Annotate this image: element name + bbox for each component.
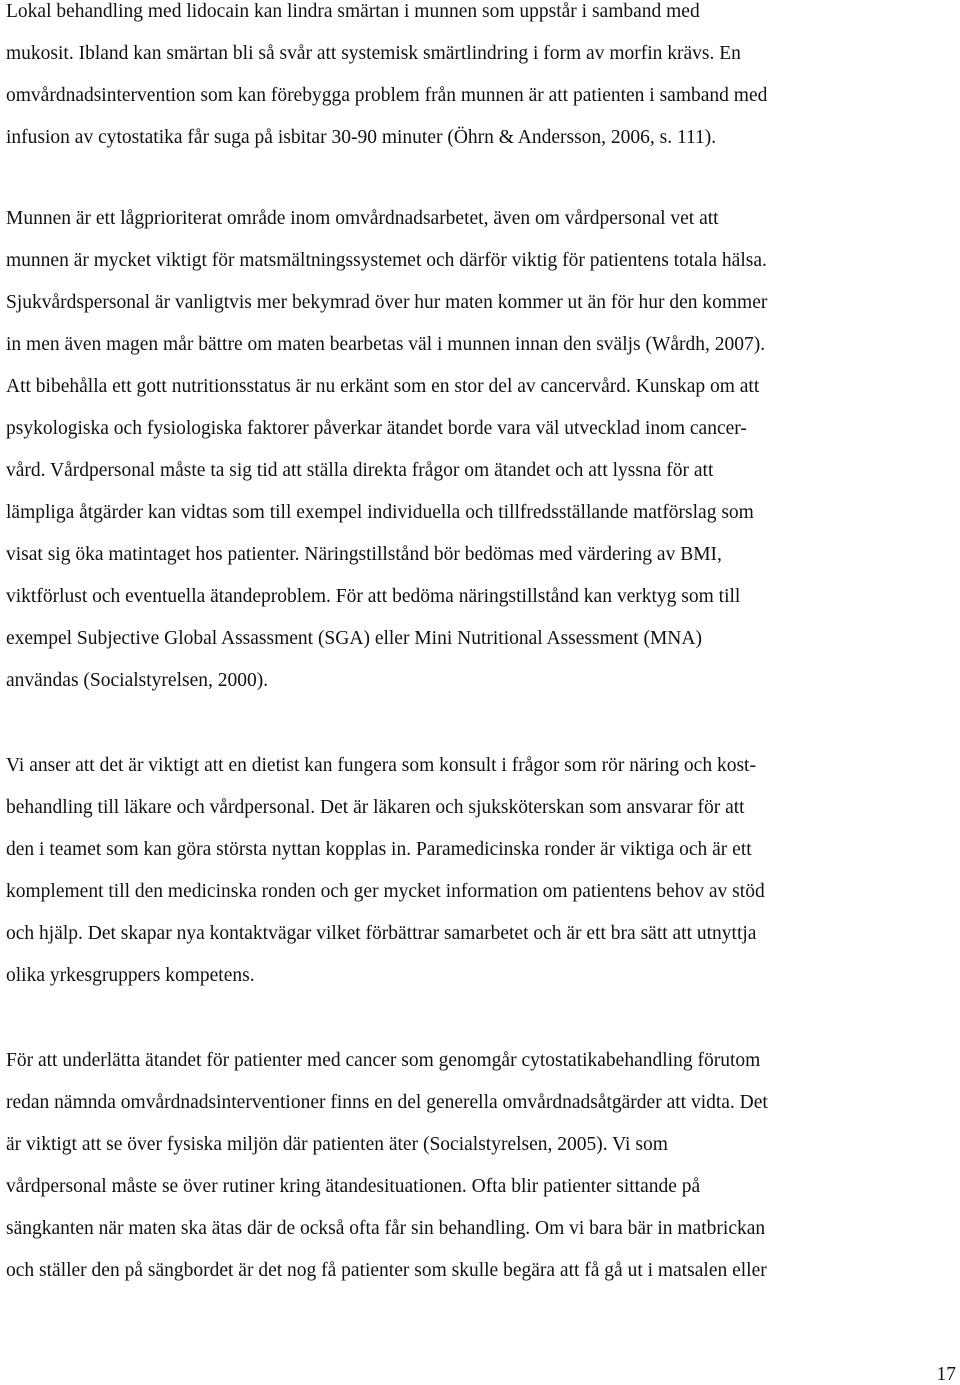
text-line: Att bibehålla ett gott nutritionsstatus är nu erkänt som en stor del av cancervård. Kunskap om att bbox=[6, 376, 760, 397]
paragraph-local-treatment bbox=[6, 0, 960, 159]
text-line: psykologiska och fysiologiska faktorer påverkar ätandet borde vara väl utvecklad inom cancer- bbox=[6, 418, 747, 439]
page-number: 17 bbox=[936, 1364, 956, 1385]
text-line: För att underlätta ätandet för patienter med cancer som genomgår cytostatikabehandling förutom bbox=[6, 1050, 761, 1071]
text-line: Lokal behandling med lidocain kan lindra smärtan i munnen som uppstår i samband med bbox=[6, 1, 700, 22]
text-line: Sjukvårdspersonal är vanligtvis mer bekymrad över hur maten kommer ut än för hur den kommer bbox=[6, 292, 768, 313]
text-line: Vi anser att det är viktigt att en dietist kan fungera som konsult i frågor som rör näring och kost- bbox=[6, 755, 756, 776]
text-line: komplement till den medicinska ronden och ger mycket information om patientens behov av stöd bbox=[6, 881, 765, 902]
text-line: omvårdnadsintervention som kan förebygga problem från munnen är att patienten i samband med bbox=[6, 85, 768, 106]
text-line: och hjälp. Det skapar nya kontaktvägar vilket förbättrar samarbetet och är ett bra sätt att utnyttja bbox=[6, 923, 757, 944]
paragraph-dietist bbox=[6, 745, 960, 997]
text-line: är viktigt att se över fysiska miljön där patienten äter (Socialstyrelsen, 2005). Vi som bbox=[6, 1134, 668, 1155]
text-line: in men även magen mår bättre om maten bearbetas väl i munnen innan den sväljs (Wårdh, 2007). bbox=[6, 334, 766, 355]
paragraph-eating-environment bbox=[6, 1040, 960, 1292]
text-line: lämpliga åtgärder kan vidtas som till exempel individuella och tillfredsställande matförslag som bbox=[6, 502, 754, 523]
text-line: sängkanten när maten ska ätas där de också ofta får sin behandling. Om vi bara bär in matbrickan bbox=[6, 1218, 766, 1239]
text-line: användas (Socialstyrelsen, 2000). bbox=[6, 670, 269, 691]
text-line: exempel Subjective Global Assassment (SGA) eller Mini Nutritional Assessment (MNA) bbox=[6, 628, 702, 649]
text-line: den i teamet som kan göra största nyttan kopplas in. Paramedicinska ronder är viktiga och är ett bbox=[6, 839, 752, 860]
text-line: olika yrkesgruppers kompetens. bbox=[6, 965, 255, 986]
text-line: mukosit. Ibland kan smärtan bli så svår att systemisk smärtlindring i form av morfin krävs. En bbox=[6, 43, 741, 64]
text-line: munnen är mycket viktigt för matsmältningssystemet och därför viktig för patientens totala hälsa. bbox=[6, 250, 767, 271]
text-line: Munnen är ett lågprioriterat område inom omvårdnadsarbetet, även om vårdpersonal vet att bbox=[6, 208, 719, 229]
text-line: infusion av cytostatika får suga på isbitar 30-90 minuter (Öhrn & Andersson, 2006, s. 111). bbox=[6, 127, 717, 148]
text-line: redan nämnda omvårdnadsinterventioner finns en del generella omvårdnadsåtgärder att vidta. Det bbox=[6, 1092, 768, 1113]
text-line: och ställer den på sängbordet är det nog få patienter som skulle begära att få gå ut i matsalen eller bbox=[6, 1260, 767, 1281]
paragraph-mouth-priority bbox=[6, 198, 960, 702]
text-line: vårdpersonal måste se över rutiner kring ätandesituationen. Ofta blir patienter sittande på bbox=[6, 1176, 701, 1197]
text-line: vård. Vårdpersonal måste ta sig tid att ställa direkta frågor om ätandet och att lyssna för att bbox=[6, 460, 714, 481]
text-line: behandling till läkare och vårdpersonal. Det är läkaren och sjuksköterskan som ansvarar för att bbox=[6, 797, 745, 818]
text-line: visat sig öka matintaget hos patienter. Näringstillstånd bör bedömas med värdering av BMI, bbox=[6, 544, 722, 565]
text-line: viktförlust och eventuella ätandeproblem. För att bedöma näringstillstånd kan verktyg som till bbox=[6, 586, 741, 607]
